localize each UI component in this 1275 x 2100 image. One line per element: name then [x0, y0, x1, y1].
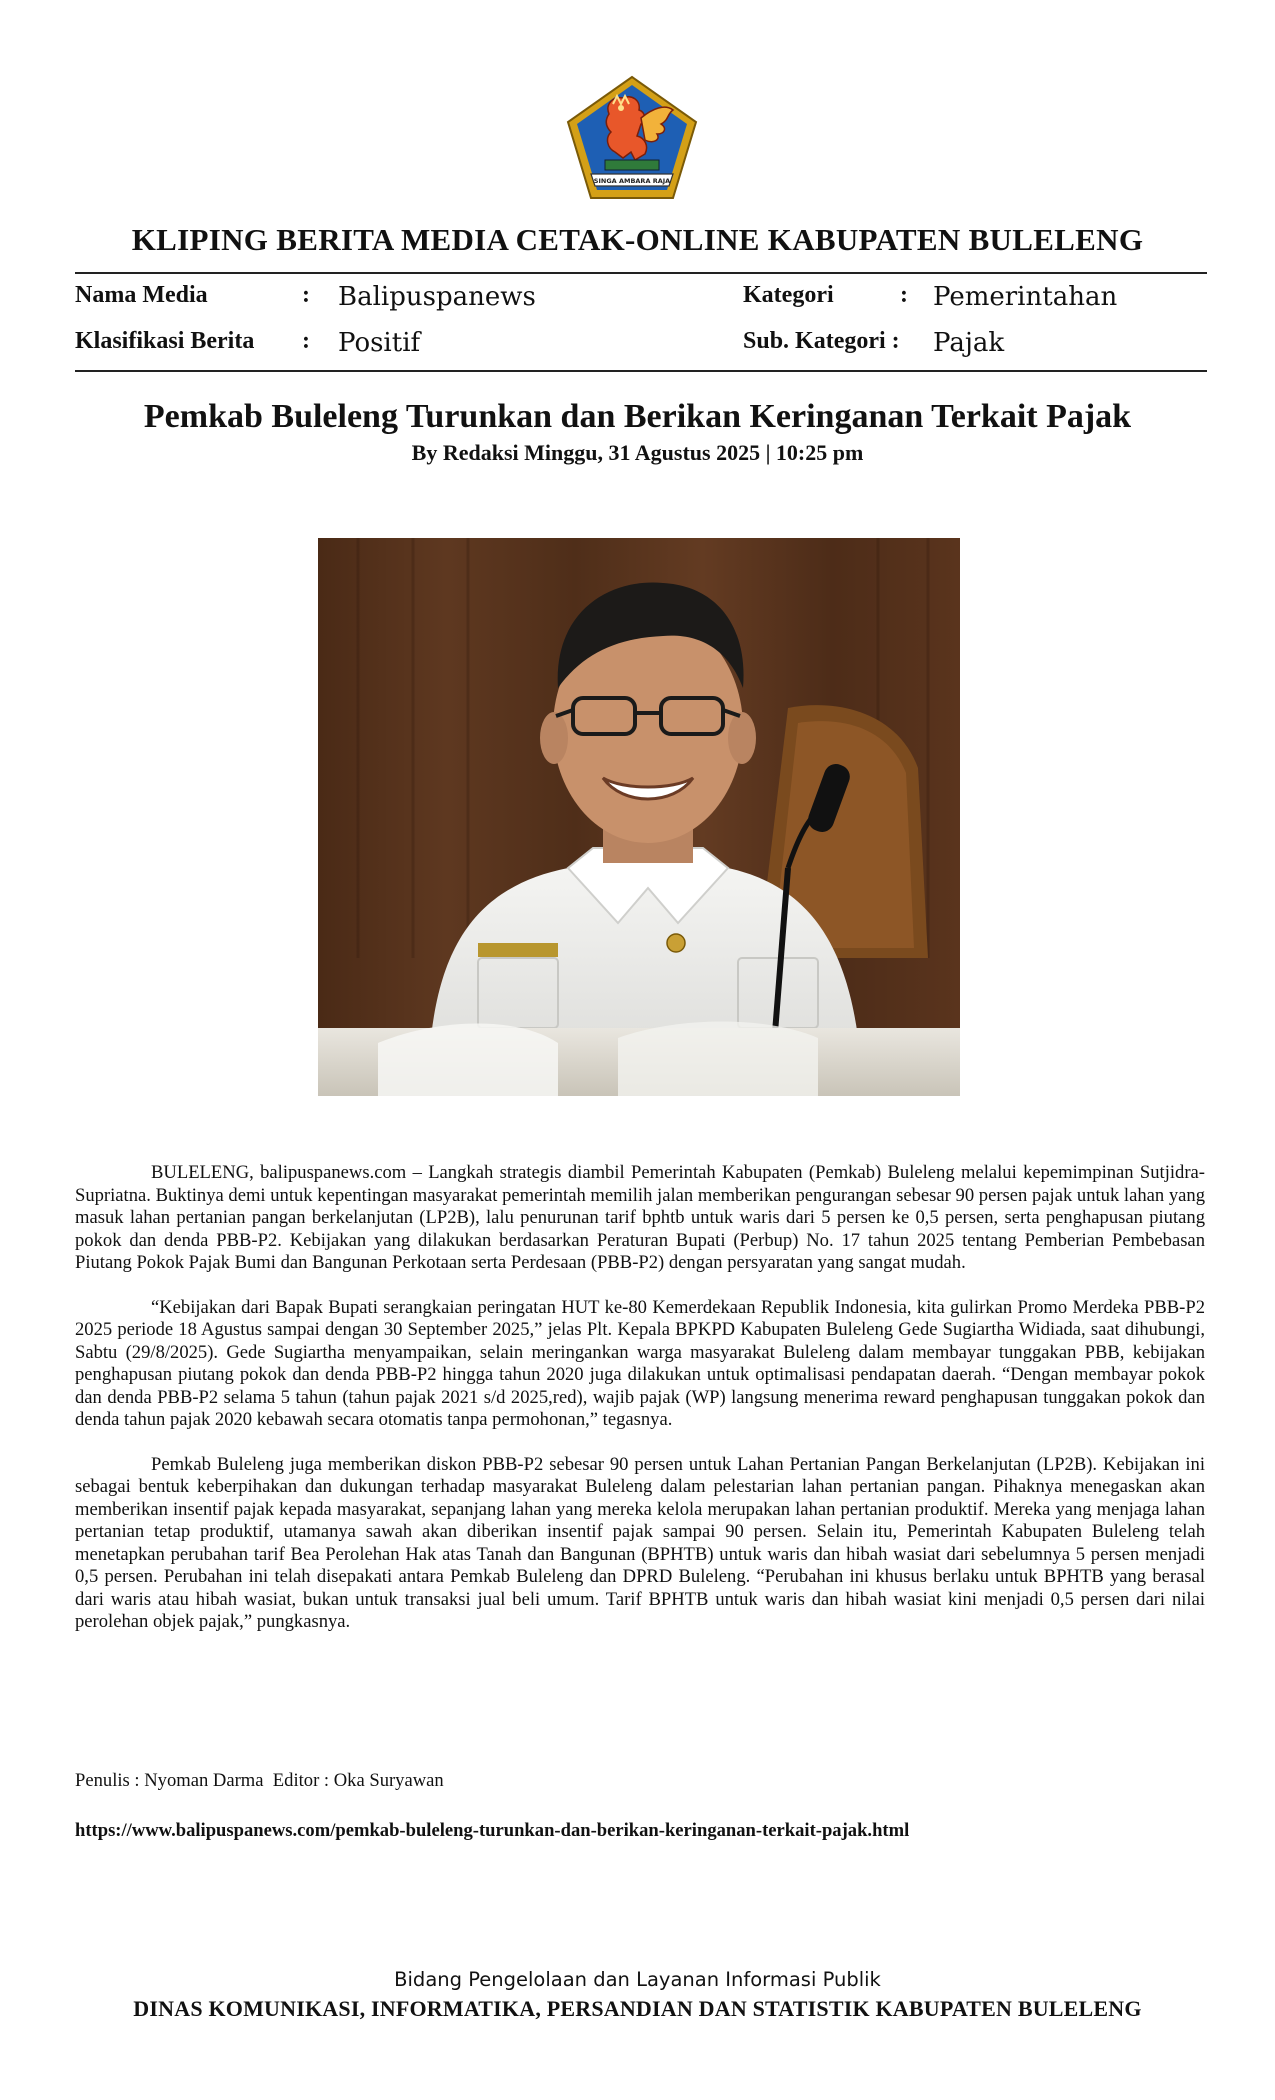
- article-title: Pemkab Buleleng Turunkan dan Berikan Keringanan Terkait Pajak: [143, 398, 1132, 435]
- category-label: Kategori: [743, 282, 834, 308]
- article-paragraph: “Kebijakan dari Bapak Bupati serangkaian peringatan HUT ke-80 Kemerdekaan Republik Indonesia, kita gulirkan Promo Merdeka PBB-P2 2025 periode 18 Agustus sampai dengan 30 September 2025,” jelas Plt. Kepala BPKPD Kabupaten Buleleng Gede Sugiartha Widiada, saat dihubungi, Sabtu (29/8/2025). Gede Sugiartha menyampaikan, selain meringankan warga masyarakat Buleleng dalam membayar tunggakan PBB, kebijakan penghapusan piutang pokok dan denda PBB-P2 hingga tahun 2020 juga dilakukan untuk optimalisasi pendapatan daerah. “Dengan membayar pokok dan denda PBB-P2 selama 5 tahun (tahun pajak 2021 s/d 2025,red), wajib pajak (WP) langsung menerima reward penghapusan tunggakan pokok dan denda tahun pajak 2020 kebawah secara otomatis tanpa permohonan,” tegasnya.: [75, 1296, 1205, 1430]
- article-paragraph: BULELENG, balipuspanews.com – Langkah strategis diambil Pemerintah Kabupaten (Pemkab) Buleleng melalui kepemimpinan Sutjidra-Supriatna. Buktinya demi untuk kepentingan masyarakat pemerintah memilih jalan memberikan pengurangan sebesar 90 persen pajak untuk lahan yang masuk lahan pertanian pangan berkelanjutan (LP2B), lalu penurunan tarif bphtb untuk waris dari 5 persen ke 0,5 persen, serta penghapusan piutang pokok dan denda PBB-P2. Kebijakan yang dilakukan berdasarkan Peraturan Bupati (Perbup) No. 17 tahun 2025 tentang Pemberian Pembebasan Piutang Pokok Pajak Bumi dan Bangunan Perkotaan serta Perdesaan (PBB-P2) dengan persyaratan yang sangat mudah.: [75, 1162, 1205, 1273]
- category-colon: :: [900, 282, 908, 308]
- article-credits: Penulis : Nyoman Darma Editor : Oka Suryawan: [75, 1770, 444, 1791]
- article-photo: [318, 538, 960, 1096]
- article-byline: By Redaksi Minggu, 31 Agustus 2025 | 10:25 pm: [411, 440, 864, 465]
- header-divider-top: [75, 272, 1207, 274]
- page-header-title: KLIPING BERITA MEDIA CETAK-ONLINE KABUPATEN BULELENG: [131, 222, 1144, 257]
- media-name-label: Nama Media: [75, 282, 208, 308]
- sub-category-value: Pajak: [933, 328, 1005, 358]
- emblem-motto-text: SINGA AMBARA RAJA: [593, 177, 671, 185]
- header-divider-bottom: [75, 370, 1207, 372]
- buleleng-emblem-logo: [565, 74, 699, 202]
- classification-colon: :: [302, 328, 310, 354]
- classification-label: Klasifikasi Berita: [75, 328, 255, 354]
- article-body: [75, 1162, 1205, 1656]
- sub-category-label: Sub. Kategori :: [743, 328, 900, 354]
- footer-division: Bidang Pengelolaan dan Layanan Informasi Publik: [394, 1968, 881, 1991]
- media-name-colon: :: [302, 282, 310, 308]
- media-name-value: Balipuspanews: [338, 282, 536, 312]
- footer-agency: DINAS KOMUNIKASI, INFORMATIKA, PERSANDIAN DAN STATISTIK KABUPATEN BULELENG: [133, 1996, 1142, 2021]
- article-source-url[interactable]: https://www.balipuspanews.com/pemkab-buleleng-turunkan-dan-berikan-keringanan-terkait-pajak.html: [75, 1820, 910, 1841]
- classification-value: Positif: [338, 328, 421, 358]
- category-value: Pemerintahan: [933, 282, 1118, 312]
- article-paragraph: Pemkab Buleleng juga memberikan diskon PBB-P2 sebesar 90 persen untuk Lahan Pertanian Pangan Berkelanjutan (LP2B). Kebijakan ini sebagai bentuk keberpihakan dan dukungan terhadap masyarakat Buleleng dalam pelestarian lahan pertanian pangan. Pihaknya menegaskan akan memberikan insentif pajak kepada masyarakat, sepanjang lahan yang mereka kelola merupakan lahan pertanian produktif. Mereka yang menjaga lahan pertanian tetap produktif, utamanya sawah akan diberikan insentif pajak sampai 90 persen. Selain itu, Pemerintah Kabupaten Buleleng telah menetapkan perubahan tarif Bea Perolehan Hak atas Tanah dan Bangunan (BPHTB) untuk waris dan hibah wasiat dari sebelumnya 5 persen menjadi 0,5 persen. Perubahan ini telah disepakati antara Pemkab Buleleng dan DPRD Buleleng. “Perubahan ini khusus berlaku untuk BPHTB yang berasal dari waris atau hibah wasiat, bukan untuk transaksi jual beli umum. Tarif BPHTB untuk waris dan hibah wasiat kini menjadi 0,5 persen dari nilai perolehan objek pajak,” pungkasnya.: [75, 1453, 1205, 1632]
